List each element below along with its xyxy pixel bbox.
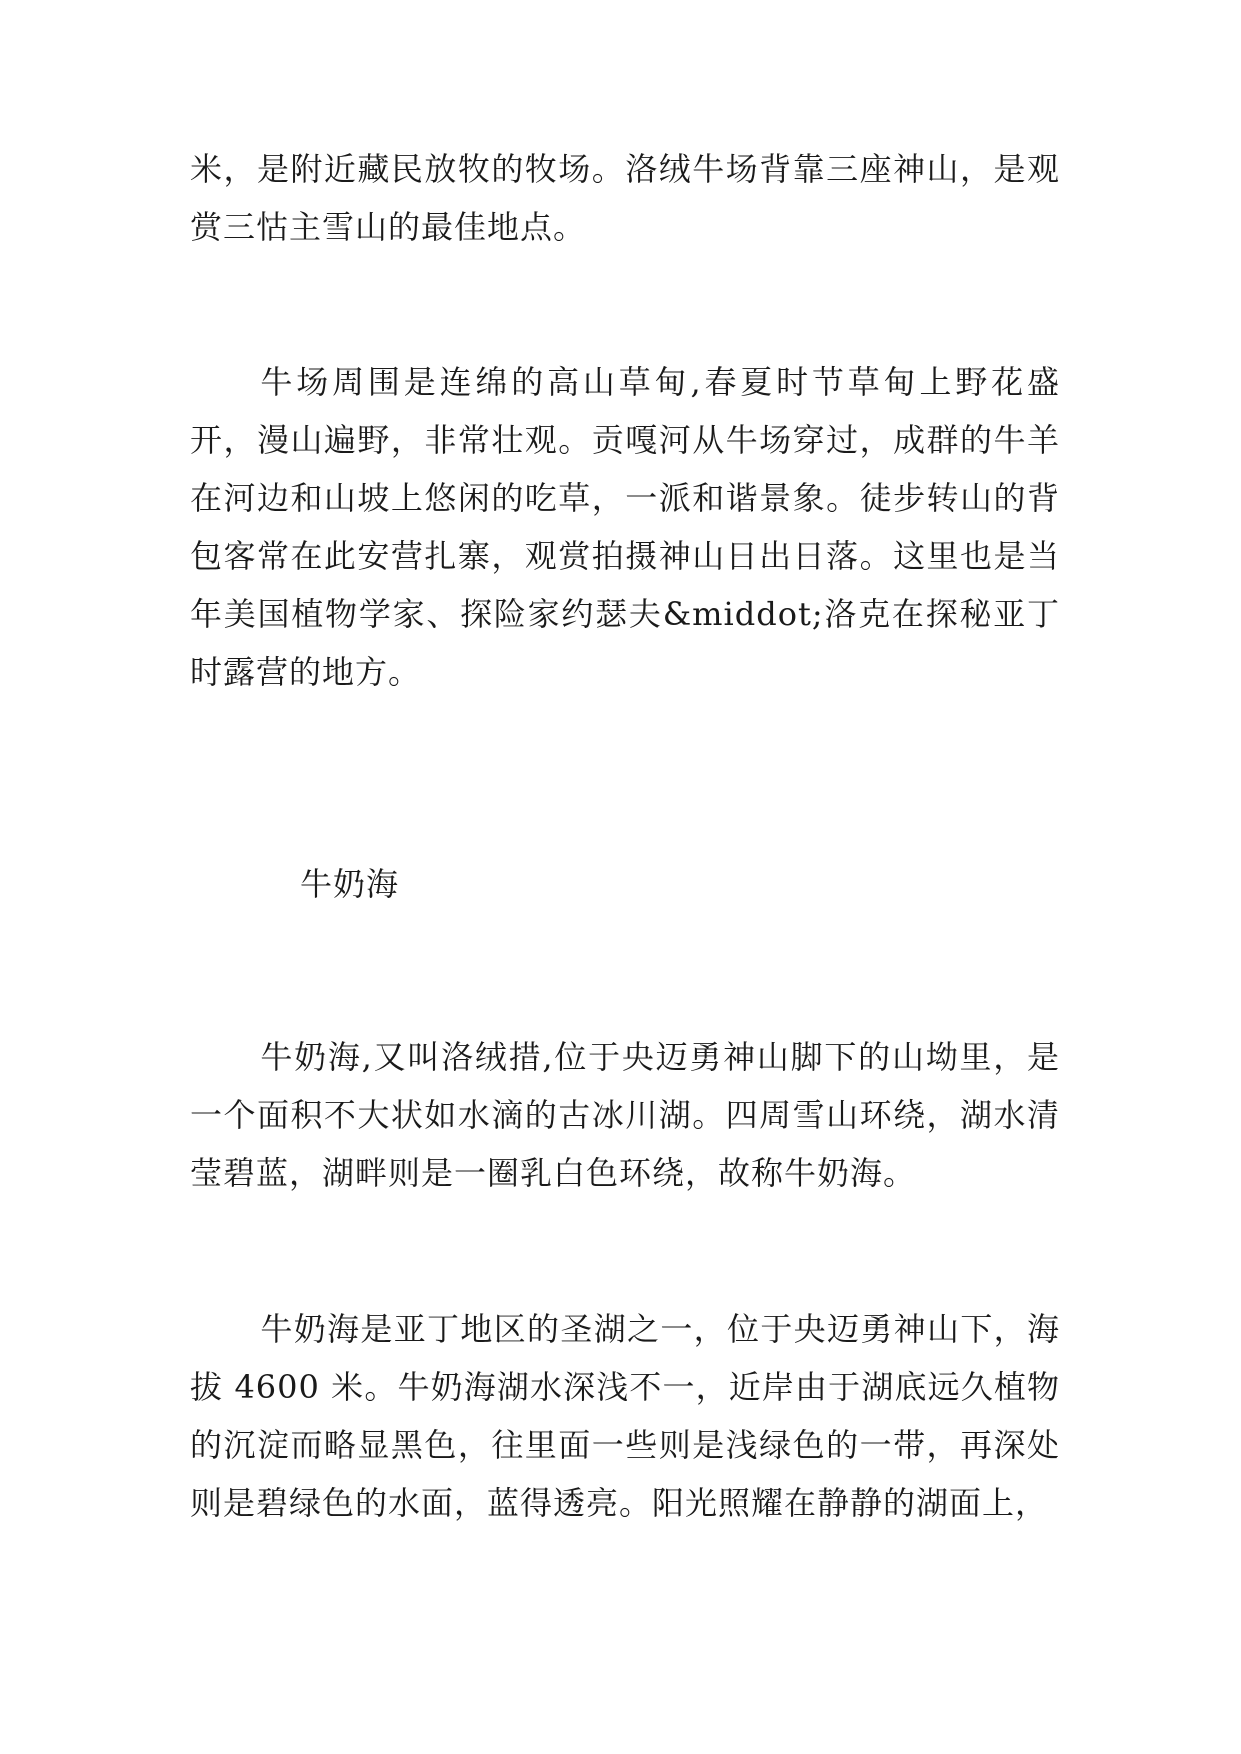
paragraph-milk-lake-intro: 牛奶海,又叫洛绒措,位于央迈勇神山脚下的山坳里，是一个面积不大状如水滴的古冰川湖。四周雪山环绕，湖水清莹碧蓝，湖畔则是一圈乳白色环绕，故称牛奶海。 <box>190 1038 1060 1192</box>
paragraph-milk-lake-detail: 牛奶海是亚丁地区的圣湖之一，位于央迈勇神山下，海拔 4600 米。牛奶海湖水深浅不一，近岸由于湖底远久植物的沉淀而略显黑色，往里面一些则是浅绿色的一带，再深处则是碧绿色的水面，蓝得透亮。阳光照耀在静静的湖面上， <box>190 1310 1060 1522</box>
paragraph-pasture: 牛场周围是连绵的高山草甸,春夏时节草甸上野花盛开，漫山遍野，非常壮观。贡嘎河从牛场穿过，成群的牛羊在河边和山坡上悠闲的吃草，一派和谐景象。徒步转山的背包客常在此安营扎寨，观赏拍摄神山日出日落。这里也是当年美国植物学家、探险家约瑟夫&middot;洛克在探秘亚丁时露营的地方。 <box>190 363 1060 691</box>
paragraph-continuation: 米，是附近藏民放牧的牧场。洛绒牛场背靠三座神山，是观赏三怙主雪山的最佳地点。 <box>190 150 1060 246</box>
section-heading: 牛奶海 <box>300 865 400 903</box>
